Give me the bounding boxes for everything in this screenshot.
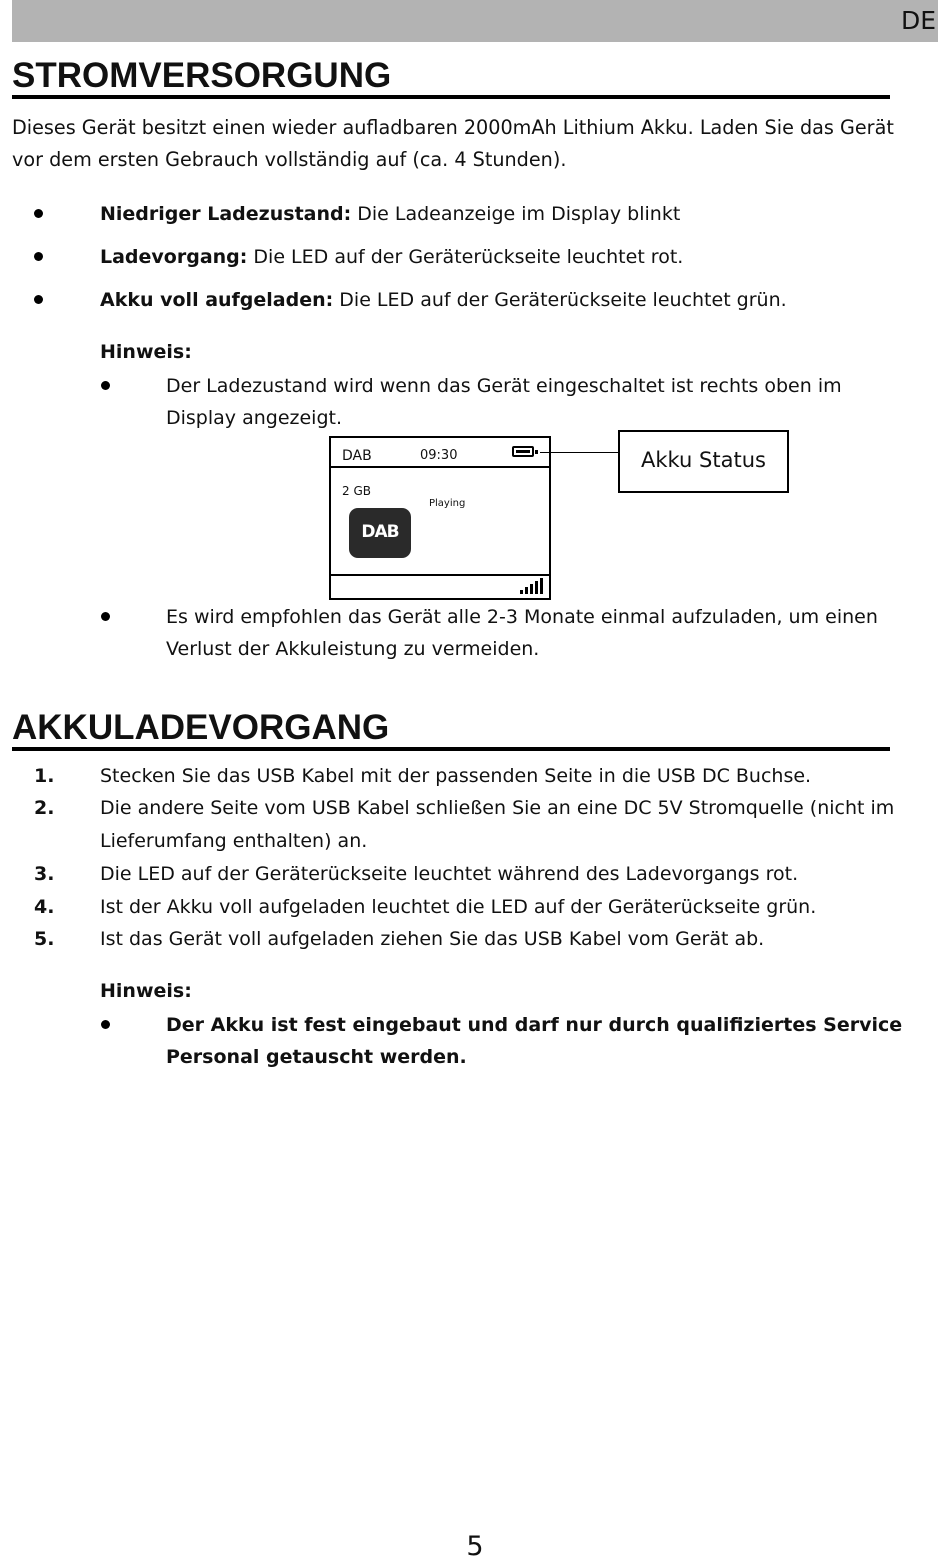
note-line: Der Ladezustand wird wenn das Gerät eingeschaltet ist rechts oben im [166,375,842,397]
step-text: Ist der Akku voll aufgeladen leuchtet die LED auf der Geräterückseite grün. [100,896,817,918]
section-title-stromversorgung: STROMVERSORGUNG [12,57,890,99]
display-source: DAB [342,448,372,464]
display-storage: 2 GB [342,484,371,498]
bullet-label: Niedriger Ladezustand: [100,203,352,225]
dab-logo-icon [349,508,411,558]
display-status-bar [331,438,549,468]
warning-line: Personal getauscht werden. [166,1046,467,1068]
warning-line: Der Akku ist fest eingebaut und darf nur durch qualifiziertes Service [166,1014,903,1036]
dab-logo-text: DAB [361,522,399,542]
callout-line [540,452,619,453]
note-title: Hinweis: [100,341,192,363]
intro-line-1: Dieses Gerät besitzt einen wieder aufladbaren 2000mAh Lithium Akku. Laden Sie das Gerät [12,116,894,139]
display-illustration [329,436,551,600]
step-text: Die andere Seite vom USB Kabel schließen Sie an eine DC 5V Stromquelle (nicht im [100,797,895,819]
display-divider [331,574,549,576]
step-number: 3. [34,863,55,885]
bullet-text: Die Ladeanzeige im Display blinkt [351,203,681,225]
page-number: 5 [466,1531,484,1562]
bullet-text: Die LED auf der Geräterückseite leuchtet grün. [333,289,787,311]
intro-line-2: vor dem ersten Gebrauch vollständig auf (ca. 4 Stunden). [12,148,567,171]
callout-label: Akku Status [641,448,766,472]
bullet-dot [101,612,110,621]
display-time: 09:30 [420,448,458,463]
callout-box [618,430,789,493]
battery-fill [516,450,530,453]
bullet-label: Akku voll aufgeladen: [100,289,334,311]
header-bar [12,0,938,42]
step-text: Lieferumfang enthalten) an. [100,830,368,852]
step-text: Ist das Gerät voll aufgeladen ziehen Sie das USB Kabel vom Gerät ab. [100,928,765,950]
display-playing: Playing [429,498,466,509]
step-number: 5. [34,928,55,950]
step-number: 2. [34,797,55,819]
bullet-label: Ladevorgang: [100,246,248,268]
language-code: DE [900,6,936,35]
bullet-low-charge [100,198,680,230]
bullet-text: Die LED auf der Geräterückseite leuchtet rot. [247,246,684,268]
bullet-dot [34,209,43,218]
step-number: 1. [34,765,55,787]
signal-strength-icon [520,578,544,594]
bullet-dot [101,1020,110,1029]
bullet-fully-charged [100,284,787,316]
note-line: Es wird empfohlen das Gerät alle 2-3 Monate einmal aufzuladen, um einen [166,606,878,628]
bullet-dot [34,252,43,261]
note-line: Verlust der Akkuleistung zu vermeiden. [166,638,540,660]
section-title-akkuladevorgang: AKKULADEVORGANG [12,709,890,751]
note-line: Display angezeigt. [166,407,343,429]
step-text: Die LED auf der Geräterückseite leuchtet während des Ladevorgangs rot. [100,863,799,885]
bullet-dot [101,381,110,390]
step-number: 4. [34,896,55,918]
battery-tip [535,450,538,454]
note-title: Hinweis: [100,980,192,1002]
bullet-dot [34,295,43,304]
step-text: Stecken Sie das USB Kabel mit der passenden Seite in die USB DC Buchse. [100,765,812,787]
bullet-charging [100,241,683,273]
battery-icon [512,446,534,457]
